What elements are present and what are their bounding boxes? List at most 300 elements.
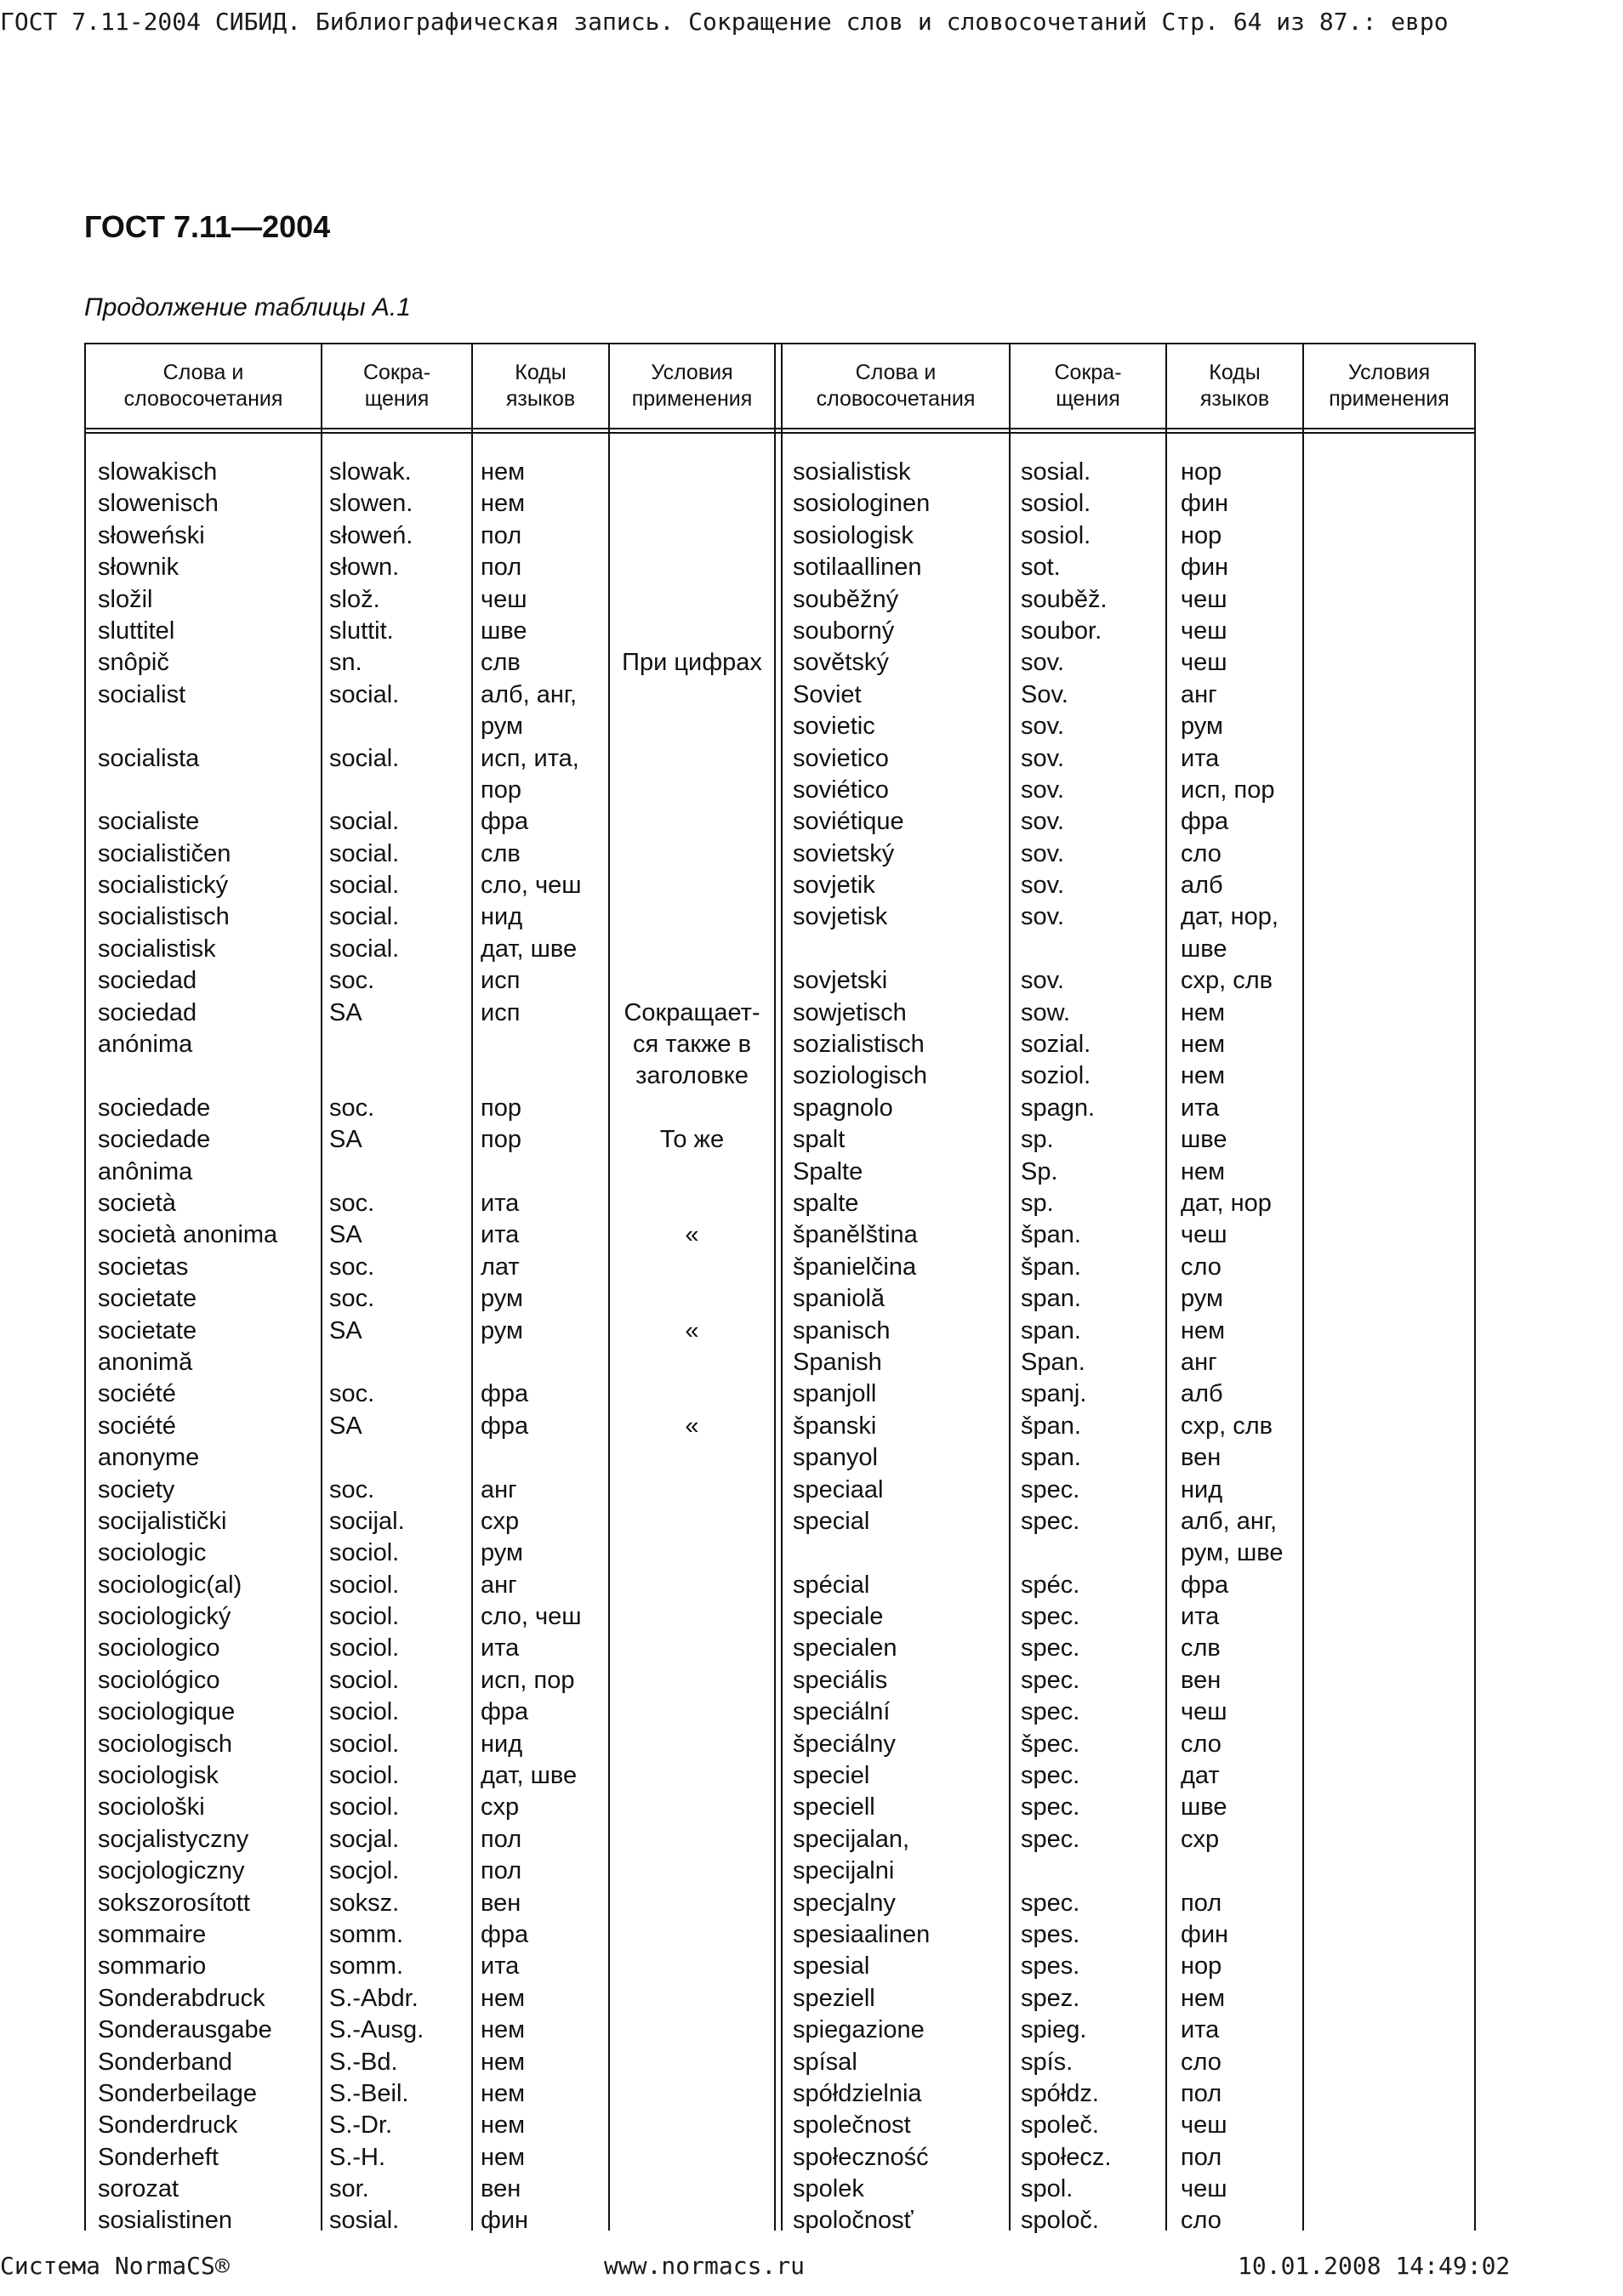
cell-abbr: spagn. <box>1021 1094 1096 1122</box>
cell-codes: фра <box>481 1380 529 1408</box>
cell-word: speciale <box>793 1603 884 1631</box>
cell-abbr: sociol. <box>329 1762 400 1790</box>
cell-condition: Сокращает- <box>624 998 760 1026</box>
cell-condition <box>610 743 774 775</box>
footer-url[interactable]: www.normacs.ru <box>604 2252 806 2280</box>
cell-codes: ита <box>1181 744 1220 772</box>
cell-codes: дат, нор, <box>1181 903 1278 931</box>
cell-codes: пол <box>481 554 522 582</box>
cell-word: sociedad <box>98 998 197 1026</box>
cell-abbr: social. <box>329 935 400 963</box>
cell-codes: пол <box>1181 1889 1222 1917</box>
cell-condition <box>610 1475 774 1506</box>
cell-codes: нем <box>1181 1157 1226 1185</box>
cell-abbr: sociol. <box>329 1793 400 1821</box>
cell-condition <box>610 838 774 870</box>
cell-word: spolek <box>793 2175 864 2203</box>
cell-abbr: spes. <box>1021 1920 1080 1948</box>
cell-abbr: social. <box>329 680 400 708</box>
cell-condition <box>610 1633 774 1664</box>
cell-abbr: social. <box>329 903 400 931</box>
cell-word: anonyme <box>98 1444 200 1472</box>
cell-word: speciel <box>793 1762 870 1790</box>
cell-word: Soviet <box>793 680 862 708</box>
cell-abbr: slowen. <box>329 490 413 518</box>
cell-abbr: soc. <box>329 1285 375 1313</box>
cell-codes: схр <box>481 1793 520 1821</box>
cell-condition <box>610 2015 774 2046</box>
document-title: ГОСТ 7.11—2004 <box>84 209 331 244</box>
cell-abbr: span. <box>1021 1285 1081 1313</box>
left-conditions-column <box>610 457 774 2237</box>
cell-abbr: sot. <box>1021 554 1061 582</box>
cell-codes: алб, анг, <box>1181 1507 1278 1535</box>
cell-codes: пол <box>1181 2143 1222 2171</box>
cell-codes: ита <box>1181 1094 1220 1122</box>
cell-abbr: soziol. <box>1021 1062 1091 1090</box>
cell-codes: пол <box>481 521 522 549</box>
left-codes-column <box>481 457 606 2237</box>
cell-abbr: social. <box>329 808 400 836</box>
cell-codes: фин <box>1181 554 1229 582</box>
cell-word: slowakisch <box>98 458 218 486</box>
cell-word: sociedade <box>98 1126 211 1154</box>
cell-abbr: sor. <box>329 2175 369 2203</box>
cell-word: sommaire <box>98 1920 207 1948</box>
cell-abbr: S.-Bd. <box>329 2048 398 2076</box>
cell-codes: нем <box>1181 1062 1226 1090</box>
cell-condition: При цифрах <box>622 649 762 677</box>
cell-word: sosialistinen <box>98 2207 232 2235</box>
header-codes-right: Коды языков <box>1199 361 1270 411</box>
cell-codes: пол <box>481 1857 522 1885</box>
cell-word: Sonderband <box>98 2048 233 2076</box>
cell-codes: нем <box>1181 998 1226 1026</box>
cell-condition <box>610 1983 774 2015</box>
cell-word: specialen <box>793 1634 897 1662</box>
cell-codes: слв <box>481 649 521 677</box>
cell-word: societate <box>98 1316 197 1344</box>
cell-word <box>98 711 319 742</box>
cell-word: sociologisch <box>98 1730 232 1758</box>
cell-abbr: soubor. <box>1021 617 1102 645</box>
cell-word: Sonderabdruck <box>98 1984 265 2012</box>
cell-word: sociologique <box>98 1698 236 1726</box>
cell-abbr: SA <box>329 998 362 1026</box>
cell-codes: нем <box>481 458 526 486</box>
cell-abbr: SA <box>329 1126 362 1154</box>
cell-word: slowenisch <box>98 490 219 518</box>
cell-abbr: socjal. <box>329 1825 400 1853</box>
cell-word: spagnolo <box>793 1094 893 1122</box>
cell-codes: дат, шве <box>481 935 578 963</box>
cell-codes: шве <box>1181 935 1227 963</box>
cell-abbr: soksz. <box>329 1889 400 1917</box>
cell-condition <box>610 679 774 711</box>
cell-codes: чеш <box>481 585 527 613</box>
cell-word: špeciálny <box>793 1730 896 1758</box>
cell-word: sovjetik <box>793 872 875 900</box>
cell-word: speciális <box>793 1666 888 1694</box>
cell-word: anónima <box>98 1031 193 1059</box>
cell-abbr: sov. <box>1021 967 1065 995</box>
cell-word: sociologico <box>98 1634 220 1662</box>
header-words-right: Слова и словосочетания <box>816 361 976 411</box>
cell-word: socialističen <box>98 839 231 867</box>
cell-word: spiegazione <box>793 2016 925 2044</box>
cell-abbr: spoloč. <box>1021 2207 1099 2235</box>
cell-codes: сло <box>1181 839 1222 867</box>
cell-codes: сло <box>1181 2048 1222 2076</box>
cell-abbr: sov. <box>1021 903 1065 931</box>
cell-codes: исп <box>481 967 521 995</box>
cell-codes: ита <box>481 1221 520 1249</box>
cell-word: spoločnosť <box>793 2207 914 2235</box>
cell-codes: сло, чеш <box>481 1603 582 1631</box>
cell-abbr: spółdz. <box>1021 2079 1099 2107</box>
cell-word: słownik <box>98 554 179 582</box>
browser-page-header: ГОСТ 7.11-2004 СИБИД. Библиографическая запись. Сокращение слов и словосочетаний Стр. 64 из 87.: евро <box>0 8 1449 36</box>
cell-codes: нид <box>1181 1475 1223 1503</box>
cell-codes: вен <box>1181 1444 1222 1472</box>
cell-condition <box>610 870 774 901</box>
cell-word: složil <box>98 585 153 613</box>
cell-word: sovietský <box>793 839 895 867</box>
cell-word: socialist <box>98 680 186 708</box>
cell-word: Sonderheft <box>98 2143 219 2171</box>
cell-codes: анг <box>1181 1348 1217 1376</box>
cell-codes: нем <box>481 2143 526 2171</box>
cell-abbr: spec. <box>1021 1507 1080 1535</box>
cell-condition <box>610 616 774 647</box>
cell-abbr: sociol. <box>329 1603 400 1631</box>
cell-abbr: spec. <box>1021 1793 1080 1821</box>
cell-word: společnost <box>793 2111 911 2140</box>
cell-condition <box>610 1093 774 1124</box>
cell-abbr: společ. <box>1021 2111 1099 2140</box>
cell-condition <box>610 1570 774 1601</box>
cell-codes: ита <box>1181 1603 1220 1631</box>
cell-condition <box>610 520 774 552</box>
cell-word: soziologisch <box>793 1062 927 1090</box>
cell-abbr: sow. <box>1021 998 1071 1026</box>
cell-abbr: SA <box>329 1221 362 1249</box>
cell-abbr: SA <box>329 1316 362 1344</box>
cell-abbr: sociol. <box>329 1730 400 1758</box>
cell-abbr: spes. <box>1021 1952 1080 1981</box>
header-words-left: Слова и словосочетания <box>123 361 283 411</box>
cell-word: societate <box>98 1285 197 1313</box>
cell-codes: анг <box>481 1475 517 1503</box>
cell-word: španski <box>793 1412 877 1440</box>
cell-abbr: span. <box>1021 1316 1081 1344</box>
cell-word: socijalistički <box>98 1507 227 1535</box>
cell-abbr: sov. <box>1021 649 1065 677</box>
cell-codes: шве <box>1181 1793 1227 1821</box>
cell-codes: фин <box>1181 1920 1229 1948</box>
cell-condition: То же <box>659 1126 725 1154</box>
cell-condition <box>610 584 774 616</box>
cell-word: speciální <box>793 1698 891 1726</box>
cell-abbr: S.-Abdr. <box>329 1984 419 2012</box>
cell-codes: слв <box>1181 1634 1221 1662</box>
cell-condition <box>610 1347 774 1378</box>
cell-abbr: Span. <box>1021 1348 1085 1376</box>
cell-abbr: sociol. <box>329 1571 400 1599</box>
cell-codes: нем <box>481 2111 526 2140</box>
cell-condition <box>610 1601 774 1633</box>
cell-abbr: sp. <box>1021 1189 1054 1217</box>
cell-codes: фин <box>1181 490 1229 518</box>
cell-abbr: social. <box>329 872 400 900</box>
cell-abbr: sosial. <box>329 2207 400 2235</box>
cell-word: sozialistisch <box>793 1031 925 1059</box>
cell-codes: нем <box>481 1984 526 2012</box>
cell-codes: ита <box>481 1952 520 1981</box>
cell-abbr: S.-Ausg. <box>329 2016 424 2044</box>
cell-abbr: sov. <box>1021 839 1065 867</box>
cell-abbr: slowak. <box>329 458 412 486</box>
cell-codes: рум <box>481 713 523 741</box>
cell-word: Sonderdruck <box>98 2111 238 2140</box>
cell-word: Spanish <box>793 1348 882 1376</box>
cell-codes: алб <box>1181 872 1223 900</box>
cell-abbr: soc. <box>329 1380 375 1408</box>
cell-abbr <box>329 1442 470 1474</box>
cell-abbr: sp. <box>1021 1126 1054 1154</box>
cell-codes: чеш <box>1181 1698 1227 1726</box>
cell-abbr: spec. <box>1021 1889 1080 1917</box>
cell-condition <box>610 1252 774 1283</box>
cell-codes: чеш <box>1181 649 1227 677</box>
cell-word: speciaal <box>793 1475 884 1503</box>
cell-word: socjalistyczny <box>98 1825 249 1853</box>
cell-condition <box>610 1919 774 1951</box>
cell-codes <box>481 1347 606 1378</box>
cell-codes: фра <box>481 1698 529 1726</box>
cell-codes: шве <box>481 617 527 645</box>
cell-word: spalt <box>793 1126 846 1154</box>
footer-timestamp: 10.01.2008 14:49:02 <box>1238 2252 1511 2280</box>
cell-word <box>793 1537 1007 1569</box>
cell-abbr: soc. <box>329 1094 375 1122</box>
cell-word: specijalan, <box>793 1825 910 1853</box>
cell-abbr: spanj. <box>1021 1380 1087 1408</box>
cell-word: société <box>98 1380 176 1408</box>
cell-condition <box>610 1760 774 1792</box>
cell-word: sorozat <box>98 2175 179 2203</box>
cell-word: spalte <box>793 1189 859 1217</box>
cell-word: socialistisch <box>98 903 230 931</box>
cell-codes: рум <box>481 1316 523 1344</box>
cell-codes <box>481 1029 606 1060</box>
cell-word <box>793 934 1007 965</box>
cell-word: spanyol <box>793 1444 878 1472</box>
header-cond-right: Условия применения <box>1329 361 1449 411</box>
cell-condition <box>610 2110 774 2141</box>
cell-abbr: sociol. <box>329 1634 400 1662</box>
cell-condition <box>610 934 774 965</box>
cell-codes: нор <box>1181 521 1222 549</box>
cell-word: sosialistisk <box>793 458 911 486</box>
cell-condition <box>610 711 774 742</box>
cell-codes: схр, слв <box>1181 967 1273 995</box>
cell-condition <box>610 2174 774 2205</box>
cell-word: sociedade <box>98 1094 211 1122</box>
cell-codes: исп, пор <box>1181 776 1275 804</box>
cell-codes: нем <box>1181 1984 1226 2012</box>
cell-codes: нид <box>481 1730 523 1758</box>
cell-abbr: sov. <box>1021 776 1065 804</box>
cell-codes: алб, анг, <box>481 680 578 708</box>
cell-condition: ся также в <box>632 1031 752 1059</box>
cell-codes: фра <box>1181 808 1229 836</box>
cell-codes: шве <box>1181 1126 1227 1154</box>
cell-word: spesial <box>793 1952 870 1981</box>
cell-word: socialistický <box>98 872 229 900</box>
cell-abbr: soc. <box>329 1475 375 1503</box>
cell-abbr: społecz. <box>1021 2143 1112 2171</box>
cell-abbr: sluttit. <box>329 617 394 645</box>
cell-abbr: Sov. <box>1021 680 1068 708</box>
cell-word: sociologický <box>98 1603 231 1631</box>
cell-word: spécial <box>793 1571 870 1599</box>
cell-condition <box>610 1888 774 1919</box>
cell-word: specijalni <box>793 1857 895 1885</box>
cell-abbr: soc. <box>329 1189 375 1217</box>
cell-word <box>98 1060 319 1092</box>
header-abbr-left: Сокра- щения <box>362 361 431 411</box>
cell-abbr: spec. <box>1021 1634 1080 1662</box>
cell-codes: рум <box>1181 713 1223 741</box>
cell-abbr: spieg. <box>1021 2016 1087 2044</box>
cell-codes: схр, слв <box>1181 1412 1273 1440</box>
cell-abbr: špan. <box>1021 1412 1081 1440</box>
cell-codes: анг <box>1181 680 1217 708</box>
cell-codes: схр <box>1181 1825 1220 1853</box>
cell-abbr: słoweń. <box>329 521 413 549</box>
cell-abbr: spec. <box>1021 1825 1080 1853</box>
cell-word: società <box>98 1189 176 1217</box>
cell-word: sovjetisk <box>793 903 888 931</box>
cell-abbr: spec. <box>1021 1762 1080 1790</box>
cell-abbr: soc. <box>329 967 375 995</box>
cell-abbr: S.-Dr. <box>329 2111 393 2140</box>
cell-abbr: social. <box>329 744 400 772</box>
cell-codes: ита <box>481 1189 520 1217</box>
cell-word: španielčina <box>793 1253 917 1281</box>
cell-abbr: špec. <box>1021 1730 1080 1758</box>
cell-abbr: socjol. <box>329 1857 400 1885</box>
cell-abbr: social. <box>329 839 400 867</box>
cell-abbr: spéc. <box>1021 1571 1080 1599</box>
cell-word: spesiaalinen <box>793 1920 931 1948</box>
cell-condition: заголовке <box>635 1062 749 1090</box>
cell-condition <box>610 775 774 806</box>
cell-condition <box>610 1188 774 1219</box>
cell-abbr: soc. <box>329 1253 375 1281</box>
cell-condition <box>610 1792 774 1823</box>
cell-word: souběžný <box>793 585 899 613</box>
cell-word: sosiologisk <box>793 521 914 549</box>
cell-abbr: SA <box>329 1412 362 1440</box>
cell-codes <box>481 1442 606 1474</box>
cell-condition <box>610 1824 774 1856</box>
cell-abbr: sosial. <box>1021 458 1091 486</box>
cell-abbr <box>329 1347 470 1378</box>
cell-codes: вен <box>1181 1666 1222 1694</box>
cell-word: société <box>98 1412 176 1440</box>
cell-abbr: souběž. <box>1021 585 1108 613</box>
cell-condition <box>610 488 774 520</box>
cell-condition <box>610 1537 774 1569</box>
cell-abbr: Sp. <box>1021 1157 1058 1185</box>
cell-codes: чеш <box>1181 2175 1227 2203</box>
cell-abbr: sozial. <box>1021 1031 1091 1059</box>
cell-abbr: sociol. <box>329 1698 400 1726</box>
cell-condition <box>610 1157 774 1188</box>
cell-codes: ита <box>481 1634 520 1662</box>
cell-codes: алб <box>1181 1380 1223 1408</box>
cell-codes: анг <box>481 1571 517 1599</box>
cell-abbr: socijal. <box>329 1507 405 1535</box>
cell-codes: фра <box>1181 1571 1229 1599</box>
cell-abbr <box>1021 934 1164 965</box>
cell-abbr: sov. <box>1021 713 1065 741</box>
cell-abbr: sosiol. <box>1021 490 1091 518</box>
cell-condition <box>610 2205 774 2236</box>
cell-codes <box>481 1060 606 1092</box>
cell-abbr: sociol. <box>329 1666 400 1694</box>
cell-word: spísal <box>793 2048 857 2076</box>
cell-abbr: slož. <box>329 585 380 613</box>
cell-condition <box>610 806 774 838</box>
cell-condition <box>610 1856 774 1887</box>
cell-word: speciell <box>793 1793 875 1821</box>
cell-word: specjalny <box>793 1889 896 1917</box>
cell-abbr: S.-H. <box>329 2143 386 2171</box>
cell-codes: рум, шве <box>1181 1539 1284 1567</box>
cell-codes: чеш <box>1181 617 1227 645</box>
cell-abbr: spís. <box>1021 2048 1073 2076</box>
cell-codes: рум <box>481 1539 523 1567</box>
cell-abbr <box>329 1029 470 1060</box>
cell-abbr: sosiol. <box>1021 521 1091 549</box>
cell-abbr: spec. <box>1021 1475 1080 1503</box>
cell-word: Spalte <box>793 1157 863 1185</box>
cell-codes: сло <box>1181 2207 1222 2235</box>
cell-word: sotilaallinen <box>793 554 922 582</box>
cell-word: società anonima <box>98 1221 278 1249</box>
cell-word: španělština <box>793 1221 918 1249</box>
cell-codes: сло <box>1181 1730 1222 1758</box>
cell-abbr: spec. <box>1021 1698 1080 1726</box>
cell-condition <box>610 1442 774 1474</box>
cell-codes <box>1181 1856 1301 1887</box>
right-abbr-column <box>1021 457 1164 2237</box>
cell-abbr: somm. <box>329 1952 403 1981</box>
cell-word: sociológico <box>98 1666 220 1694</box>
cell-condition <box>610 552 774 583</box>
cell-codes: вен <box>481 2175 521 2203</box>
cell-codes: рум <box>1181 1285 1223 1313</box>
cell-word: socjologiczny <box>98 1857 245 1885</box>
cell-abbr: somm. <box>329 1920 403 1948</box>
cell-abbr <box>329 1157 470 1188</box>
cell-word: sovietico <box>793 744 889 772</box>
cell-word: spaniolă <box>793 1285 886 1313</box>
cell-codes: пор <box>481 1094 521 1122</box>
